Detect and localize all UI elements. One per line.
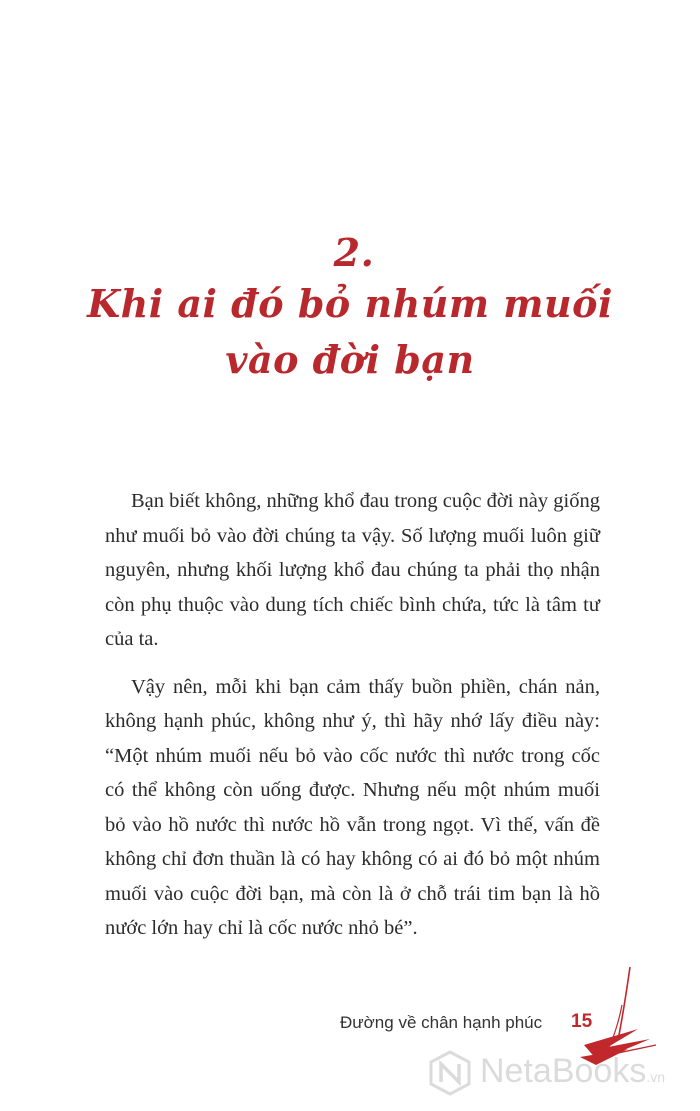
paragraph-1: Bạn biết không, những khổ đau trong cuộc đời này giống như muối bỏ vào đời chúng ta vậy. Số lượng muối luôn giữ nguyên, nhưng khối lượng khổ đau chúng ta phải thọ nhận còn phụ thuộc vào dung tích chiếc bình chứa, tức là tâm tư của ta.	[105, 490, 600, 650]
watermark-brand	[480, 1052, 665, 1091]
chapter-title-line-2: vào đời bạn	[225, 337, 475, 382]
watermark	[428, 1050, 698, 1098]
watermark-suffix: .vn	[646, 1069, 666, 1085]
footer-book-title: Đường về chân hạnh phúc	[340, 1013, 543, 1032]
page-number: 15	[571, 1011, 593, 1032]
chapter-title-line-1: Khi ai đó bỏ nhúm muối	[87, 281, 613, 326]
watermark-brand-name: NetaBooks	[480, 1052, 647, 1090]
netabooks-logo-icon	[428, 1050, 472, 1096]
body-text	[105, 484, 600, 959]
chapter-number: 2.	[333, 230, 375, 275]
paragraph-2: Vậy nên, mỗi khi bạn cảm thấy buồn phiền, chán nản, không hạnh phúc, không như ý, thì hãy nhớ lấy điều này: “Một nhúm muối nếu bỏ vào cốc nước thì nước trong cốc có thể không còn uống được. Nhưng nếu một nhúm muối bỏ vào hồ nước thì nước hồ vẫn trong ngọt. Vì thế, vấn đề không chỉ đơn thuần là có hay không có ai đó bỏ một nhúm muối vào cuộc đời bạn, mà còn là ở chỗ trái tim bạn là hồ nước lớn hay chỉ là cốc nước nhỏ bé”.	[105, 675, 600, 939]
